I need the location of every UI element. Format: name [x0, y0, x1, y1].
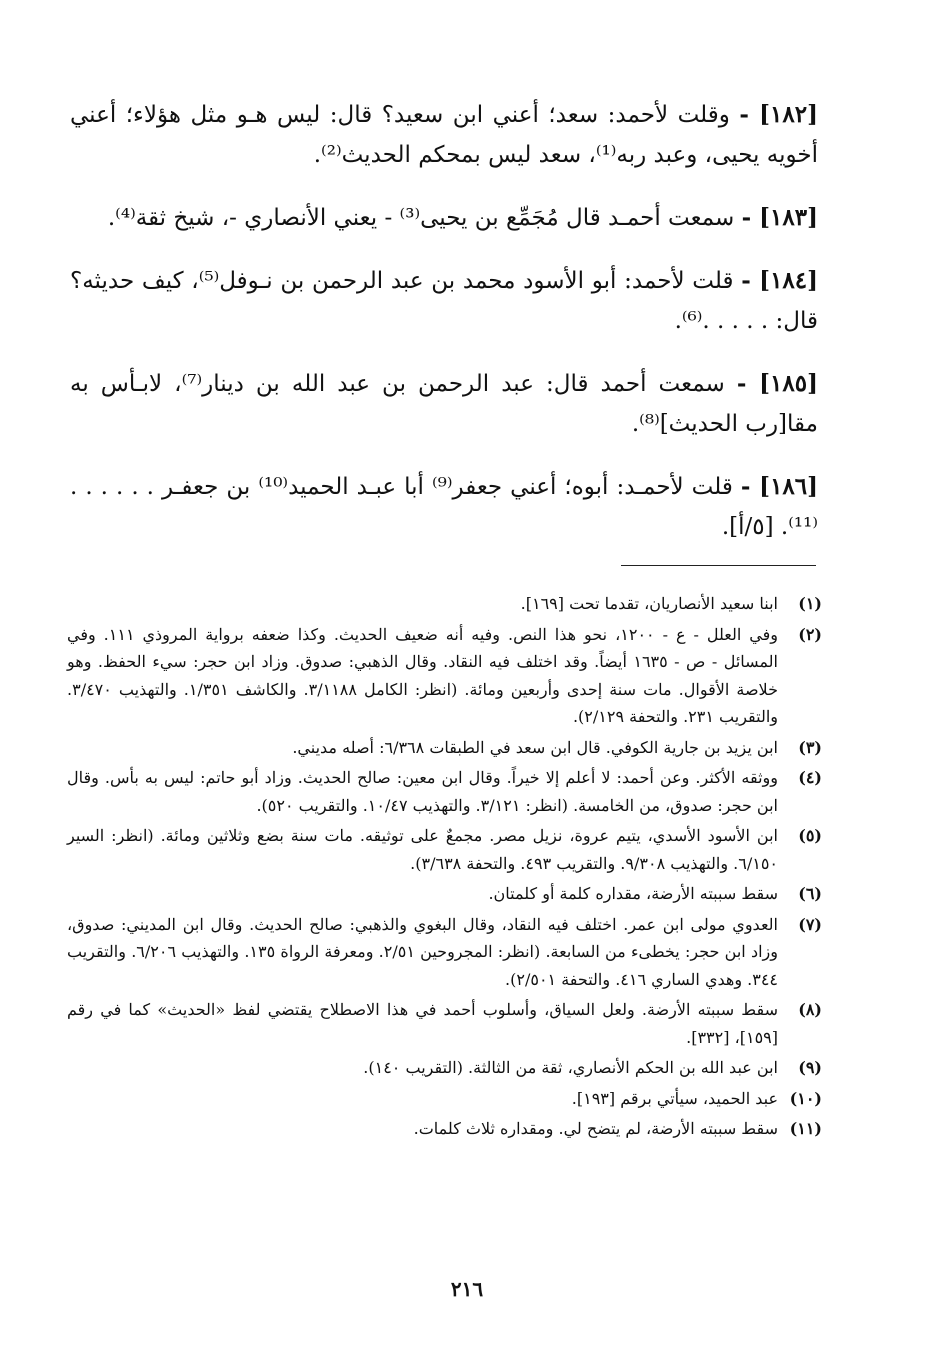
footnote-text: ابن عبد الله بن الحكم الأنصاري، ثقة من الثالثة. (التقريب ١٤٠). — [363, 1058, 778, 1077]
footnote-text: ابن يزيد بن جارية الكوفي. قال ابن سعد في الطبقات ٦/٣٦٨: أصله مديني. — [292, 737, 778, 757]
footnote-4 — [67, 764, 822, 819]
footnotes — [67, 590, 822, 1146]
entry-number: [١٨٥] - — [736, 370, 818, 397]
entry-184 — [70, 261, 818, 341]
footnote-text: ووثقه الأكثر. وعن أحمد: لا أعلم إلا خيراً. وقال ابن معين: صالح الحديث. وزاد أبو حاتم: ليس به بأس. وقال ابن حجر: صدوق، من الخامسة. (انظر: ٣/١٢١. والتهذيب ١٠/٤٧. والتقريب ٥٢٠). — [67, 768, 778, 815]
entry-text: قلت لأحمد: أبو الأسود محمد بن عبد الرحمن بن نـوفل⁽⁵⁾، كيف حديثه؟ قال: . . . . .⁽⁶⁾. — [70, 268, 818, 334]
footnote-number: (٧) — [798, 914, 822, 934]
entry-185 — [70, 364, 818, 444]
entry-text: قلت لأحمـد: أبوه؛ أعني جعفر⁽⁹⁾ أبا عبـد الحميد⁽¹⁰⁾ بن جعفـر . . . . . .⁽¹¹⁾. [٥/أ]. — [70, 474, 818, 540]
entry-number: [١٨٤] - — [741, 267, 819, 294]
footnote-text: ابنا سعيد الأنصاريان، تقدما تحت [١٦٩]. — [520, 594, 778, 613]
entry-number: [١٨٦] - — [740, 473, 819, 500]
footnote-number: (٣) — [798, 737, 822, 757]
footnote-number: (٨) — [798, 1000, 822, 1019]
entry-text: سمعت أحمـد قال مُجَمِّع بن يحيى⁽³⁾ - يعني الأنصاري -، شيخ ثقة⁽⁴⁾. — [107, 205, 735, 231]
footnote-text: ابن الأسود الأسدي، يتيم عروة، نزيل مصر. مجمعٌ على توثيقه. مات سنة بضع وثلاثين ومائة. (انظر: السير ٦/١٥٠. والتهذيب ٩/٣٠٨. والتقريب ٤٩٣. والتحفة ٣/٦٣٨). — [67, 826, 778, 873]
footnote-6 — [67, 880, 822, 908]
footnote-number: (١٠) — [789, 1088, 822, 1108]
footnote-3 — [67, 734, 822, 762]
footnote-8 — [67, 996, 822, 1051]
footnote-text: وفي العلل - ع - ١٢٠٠، نحو هذا النص. وفيه أنه ضعيف الحديث. وكذا ضعفه برواية المروذي ١١١. وفي المسائل - ص - ١٦٣٥ أيضاً. وقد اختلف فيه النقاد. وقال الذهبي: صدوق. وزاد ابن حجر: سيء الحفظ. وهو خلاصة الأقوال. مات سنة إحدى وأربعين ومائة. (انظر: الكامل ٣/١١٨٨. والكاشف ١/٣٥١. والتهذيب ٣/٤٧٠. والتقريب ٢٣١. والتحفة ٢/١٢٩). — [67, 624, 779, 726]
footnote-10 — [67, 1085, 822, 1113]
footnote-number: (٥) — [798, 826, 822, 845]
footnote-number: (٩) — [798, 1058, 822, 1077]
entry-text: وقلت لأحمد: سعد؛ أعني ابن سعيد؟ قال: ليس هـو مثل هؤلاء؛ أعني أخويه يحيى، وعبد ربه⁽¹⁾، سعد ليس بمحكم الحديث⁽²⁾. — [70, 102, 818, 168]
footnote-number: (٢) — [798, 624, 822, 644]
footnote-separator — [621, 565, 816, 566]
footnote-text: سقط سببته الأرضة، لم يتضح لي. ومقداره ثلاث كلمات. — [413, 1119, 778, 1138]
footnote-text: سقط سببته الأرضة. ولعل السياق، وأسلوب أحمد في هذا الاصطلاح يقتضي لفظ «الحديث» كما في رقم [١٥٩]، [٣٣٢]. — [67, 1000, 778, 1047]
footnote-text: العدوي مولى ابن عمر. اختلف فيه النقاد، وقال البغوي والذهبي: صالح الحديث. وقال ابن المديني: صدوق، وزاد ابن حجر: يخطىء من السابعة. (انظر: المجروحين ٢/٥١. ومعرفة الرواة ١٣٥. والتهذيب ٦/٢٠٦. والتقريب ٣٤٤. وهدي الساري ٤١٦. والتحفة ٢/٥٠١). — [67, 914, 778, 989]
page-number: ٢١٦ — [450, 1277, 484, 1301]
footnote-number: (٦) — [798, 884, 822, 903]
entry-186 — [70, 467, 818, 547]
footnote-1 — [67, 590, 822, 618]
footnote-2 — [67, 621, 822, 731]
footnote-number: (٤) — [798, 768, 822, 787]
entry-183 — [70, 198, 818, 238]
footnote-11 — [67, 1115, 822, 1143]
footnote-number: (١١) — [789, 1119, 822, 1138]
footnote-5 — [67, 822, 822, 877]
main-entries — [70, 72, 818, 569]
entry-text: سمعت أحمد قال: عبد الرحمن بن عبد الله بن دينار⁽⁷⁾، لابـأس به مقا[رب الحديث]⁽⁸⁾. — [70, 371, 818, 437]
footnote-9 — [67, 1054, 822, 1082]
entry-number: [١٨٢] - — [739, 101, 818, 128]
footnote-7 — [67, 911, 822, 994]
footnote-text: عبد الحميد، سيأتي برقم [١٩٣]. — [571, 1088, 778, 1108]
entry-number: [١٨٣] - — [741, 204, 818, 231]
footnote-text: سقط سببته الأرضة، مقداره كلمة أو كلمتان. — [488, 884, 778, 903]
entry-182 — [70, 95, 818, 175]
footnote-number: (١) — [798, 594, 822, 613]
